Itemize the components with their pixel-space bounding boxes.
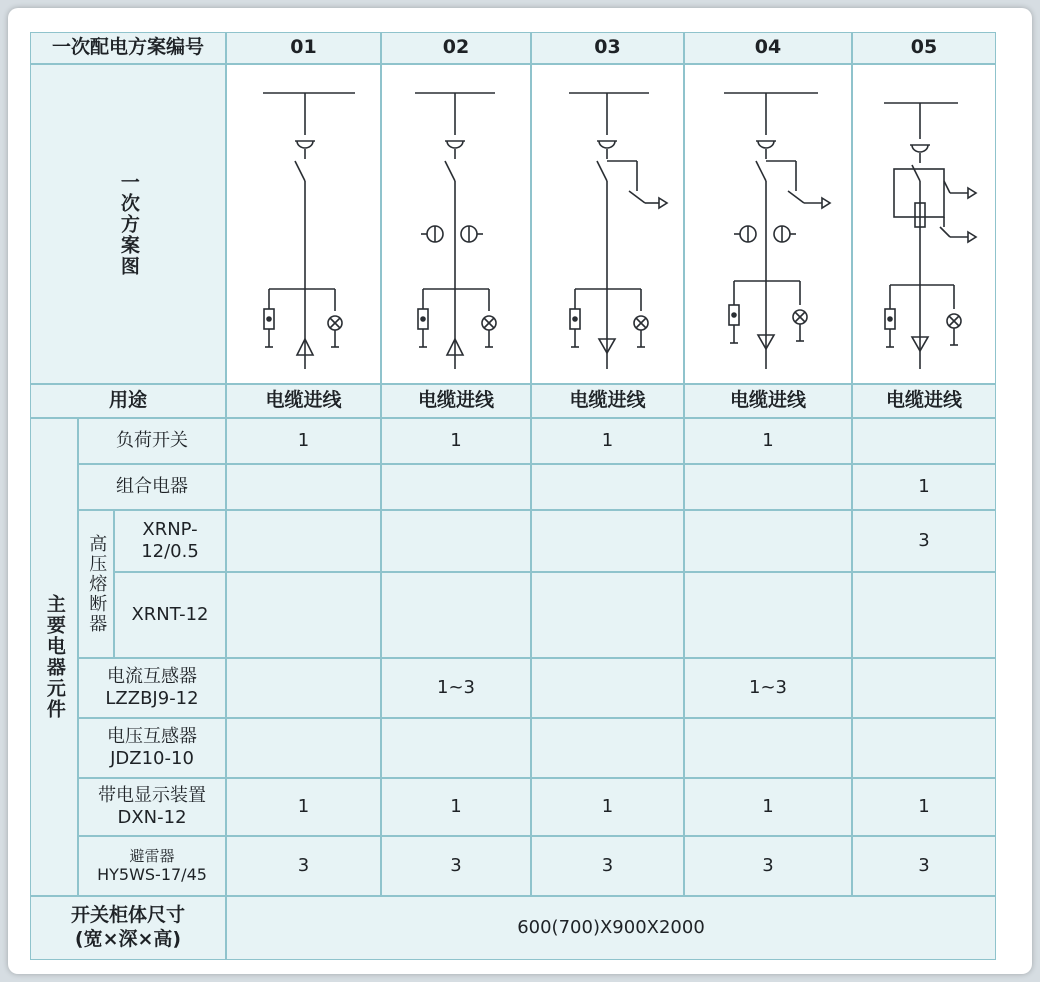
combined-apparatus-05: 1 <box>852 464 996 510</box>
voltage-transformer-02 <box>381 718 531 778</box>
single-line-diagram-01-icon <box>229 69 379 379</box>
scheme-diagram-05 <box>852 64 996 384</box>
load-switch-05 <box>852 418 996 464</box>
live-indicator-04: 1 <box>684 778 852 836</box>
voltage-transformer-03 <box>531 718 684 778</box>
single-line-diagram-04-icon <box>686 69 850 379</box>
load-switch-01: 1 <box>226 418 381 464</box>
scheme-diagram-label: 一次方案图 <box>30 64 226 384</box>
xrnp-name: XRNP- <box>142 518 198 540</box>
main-components-label: 主要电器元件 <box>30 418 78 896</box>
scheme-diagram-04 <box>684 64 852 384</box>
current-transformer-05 <box>852 658 996 718</box>
switchgear-scheme-table <box>30 32 996 960</box>
scheme-col-01: 01 <box>226 32 381 64</box>
single-line-diagram-03-icon <box>533 69 683 379</box>
surge-arrester-01: 3 <box>226 836 381 896</box>
xrnp-02 <box>381 510 531 572</box>
xrnt-04 <box>684 572 852 658</box>
usage-04: 电缆进线 <box>684 384 852 418</box>
xrnp-01 <box>226 510 381 572</box>
current-transformer-model: LZZBJ9-12 <box>105 688 199 709</box>
hv-fuse-group-label: 高压熔断器 <box>78 510 114 658</box>
component-name-live-indicator <box>78 778 226 836</box>
xrnp-03 <box>531 510 684 572</box>
usage-01: 电缆进线 <box>226 384 381 418</box>
document-sheet <box>8 8 1032 974</box>
cabinet-size-label <box>30 896 226 960</box>
scheme-col-05: 05 <box>852 32 996 64</box>
live-indicator-03: 1 <box>531 778 684 836</box>
component-name-current-transformer <box>78 658 226 718</box>
load-switch-02: 1 <box>381 418 531 464</box>
voltage-transformer-name: 电压互感器 <box>107 725 197 747</box>
current-transformer-04: 1~3 <box>684 658 852 718</box>
current-transformer-02: 1~3 <box>381 658 531 718</box>
component-name-surge-arrester <box>78 836 226 896</box>
scheme-diagram-01 <box>226 64 381 384</box>
component-name-combined-apparatus: 组合电器 <box>78 464 226 510</box>
live-indicator-name: 带电显示装置 <box>98 784 206 806</box>
xrnt-03 <box>531 572 684 658</box>
cabinet-size-label-line2: (宽×深×高) <box>74 928 182 950</box>
combined-apparatus-04 <box>684 464 852 510</box>
scheme-col-03: 03 <box>531 32 684 64</box>
surge-arrester-03: 3 <box>531 836 684 896</box>
xrnp-05: 3 <box>852 510 996 572</box>
current-transformer-01 <box>226 658 381 718</box>
scheme-col-04: 04 <box>684 32 852 64</box>
xrnt-05 <box>852 572 996 658</box>
component-name-load-switch: 负荷开关 <box>78 418 226 464</box>
surge-arrester-04: 3 <box>684 836 852 896</box>
surge-arrester-model: HY5WS-17/45 <box>97 865 207 885</box>
surge-arrester-02: 3 <box>381 836 531 896</box>
cabinet-size-value: 600(700)X900X2000 <box>226 896 996 960</box>
xrnp-04 <box>684 510 852 572</box>
combined-apparatus-02 <box>381 464 531 510</box>
load-switch-03: 1 <box>531 418 684 464</box>
combined-apparatus-01 <box>226 464 381 510</box>
voltage-transformer-04 <box>684 718 852 778</box>
surge-arrester-05: 3 <box>852 836 996 896</box>
component-name-xrnp <box>114 510 226 572</box>
xrnt-01 <box>226 572 381 658</box>
scheme-number-label: 一次配电方案编号 <box>30 32 226 64</box>
scheme-diagram-02 <box>381 64 531 384</box>
load-switch-04: 1 <box>684 418 852 464</box>
voltage-transformer-model: JDZ10-10 <box>110 748 194 769</box>
live-indicator-model: DXN-12 <box>117 807 187 828</box>
live-indicator-02: 1 <box>381 778 531 836</box>
usage-03: 电缆进线 <box>531 384 684 418</box>
component-name-xrnt: XRNT-12 <box>114 572 226 658</box>
surge-arrester-name: 避雷器 <box>129 846 175 865</box>
usage-02: 电缆进线 <box>381 384 531 418</box>
live-indicator-05: 1 <box>852 778 996 836</box>
current-transformer-name: 电流互感器 <box>107 665 197 687</box>
xrnp-model: 12/0.5 <box>141 541 199 562</box>
combined-apparatus-03 <box>531 464 684 510</box>
voltage-transformer-01 <box>226 718 381 778</box>
component-name-voltage-transformer <box>78 718 226 778</box>
xrnt-02 <box>381 572 531 658</box>
usage-05: 电缆进线 <box>852 384 996 418</box>
single-line-diagram-02-icon <box>383 69 529 379</box>
cabinet-size-label-line1: 开关柜体尺寸 <box>70 904 185 927</box>
scheme-diagram-03 <box>531 64 684 384</box>
single-line-diagram-05-icon <box>854 69 994 379</box>
live-indicator-01: 1 <box>226 778 381 836</box>
voltage-transformer-05 <box>852 718 996 778</box>
current-transformer-03 <box>531 658 684 718</box>
scheme-col-02: 02 <box>381 32 531 64</box>
usage-label: 用途 <box>30 384 226 418</box>
